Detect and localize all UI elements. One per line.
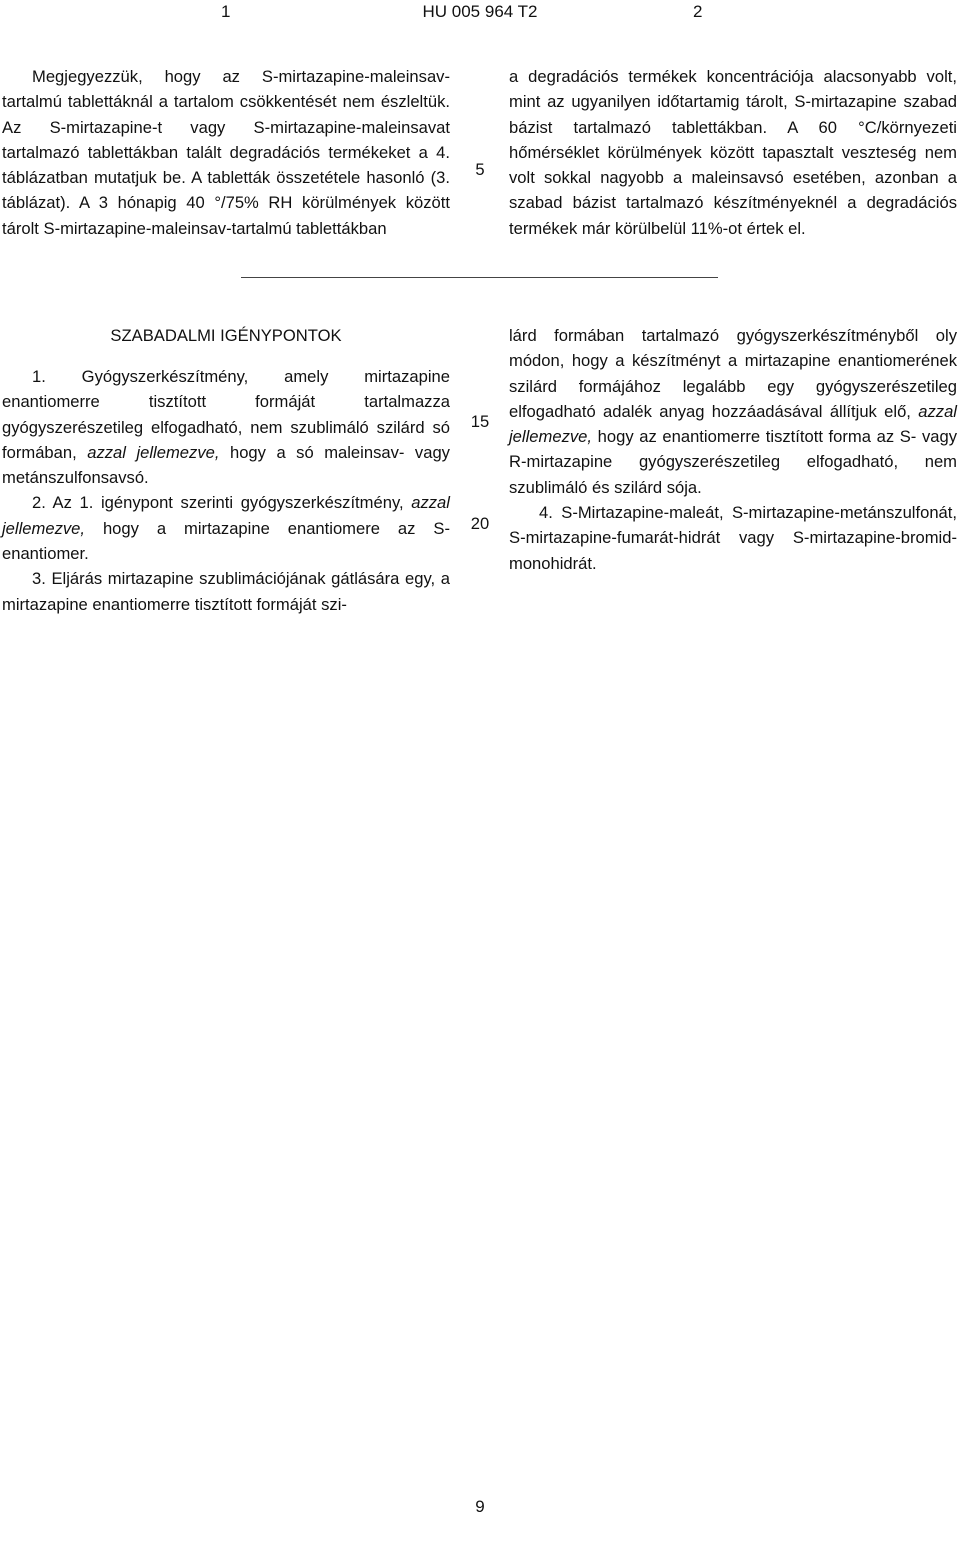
line-number-15: 15 (470, 412, 490, 431)
top-right-text: a degradációs termékek koncentrációja alacsonyabb volt, mint az ugyanilyen időtartamig tárolt, S-mirtazapine szabad bázist tartalmazó tablettákban. A 60 °C/környezeti hőmérséklet körülmények között tapasztalt veszteség nem volt sokkal nagyobb a maleinsavsó esetében, azonban a szabad bázist tartalmazó készítményeknél a degradációs termékek már körülbelül 11%-ot értek el. (509, 67, 957, 238)
claim-3-start: 3. Eljárás mirtazapine szublimációjának gátlására egy, a mirtazapine enantiomerre tisztított formáját szi- (2, 569, 450, 614)
claim-1-emphasis: azzal jellemezve, (87, 442, 220, 462)
claim-3-continuation (509, 323, 957, 500)
left-column-number: 1 (221, 2, 231, 21)
claim-2 (2, 490, 450, 566)
section-divider (241, 277, 718, 278)
claims-title: SZABADALMI IGÉNYPONTOK (110, 326, 342, 345)
page-number: 9 (475, 1497, 485, 1516)
claim-1-text-a: 1. Gyógyszerkészítmény, amely mirtazapine enantiomerre tisztított formáját tartalmazza gyógyszerészetileg elfogadható, nem szublimáló szilárd só formában, (2, 367, 450, 462)
claim-1 (2, 364, 450, 490)
claim-2-text-b: hogy a mirtazapine enantiomere az S-enantiomer. (2, 518, 450, 564)
claim-3-emphasis: azzal jellemezve, (509, 401, 957, 447)
claim-3-text-a: lárd formában tartalmazó gyógyszerkészítményből oly módon, hogy a készítményt a mirtazapine enantiomerének szilárd formájához legalább egy gyógyszerészetileg elfogadható adalék anyag hozzáadásával állítjuk elő, (509, 326, 957, 421)
document-id: HU 005 964 T2 (422, 2, 538, 21)
line-number-5: 5 (475, 160, 485, 179)
claim-2-text-a: 2. Az 1. igénypont szerinti gyógyszerkészítmény, (32, 493, 404, 513)
top-left-text: Megjegyezzük, hogy az S-mirtazapine-maleinsav-tartalmú tablettáknál a tartalom csökkentését nem észleltük. Az S-mirtazapine-t vagy S-mirtazapine-maleinsavat tartalmazó tablettákban talált degradációs termékeket a 4. táblázatban mutatjuk be. A tabletták összetétele hasonló (3. táblázat). A 3 hónapig 40 °/75% RH körülmények között tárolt S-mirtazapine-maleinsav-tartalmú tablettákban (2, 67, 450, 238)
claim-2-emphasis: azzal jellemezve, (2, 493, 450, 538)
claims-right-column (509, 323, 957, 576)
claim-4: 4. S-Mirtazapine-maleát, S-mirtazapine-metánszulfonát, S-mirtazapine-fumarát-hidrát vagy S-mirtazapine-bromid-monohidrát. (509, 503, 957, 573)
right-column-number: 2 (693, 2, 703, 21)
line-number-20: 20 (470, 514, 490, 533)
claim-3-text-b: hogy az enantiomerre tisztított forma az S- vagy R-mirtazapine gyógyszerészetileg elfogadható, nem szublimáló és szilárd sója. (509, 427, 957, 497)
top-left-paragraph (2, 64, 450, 241)
claims-left-column (2, 364, 450, 617)
claim-1-text-b: hogy a só maleinsav- vagy metánszulfonsavsó. (2, 442, 450, 488)
top-right-paragraph (509, 64, 957, 241)
